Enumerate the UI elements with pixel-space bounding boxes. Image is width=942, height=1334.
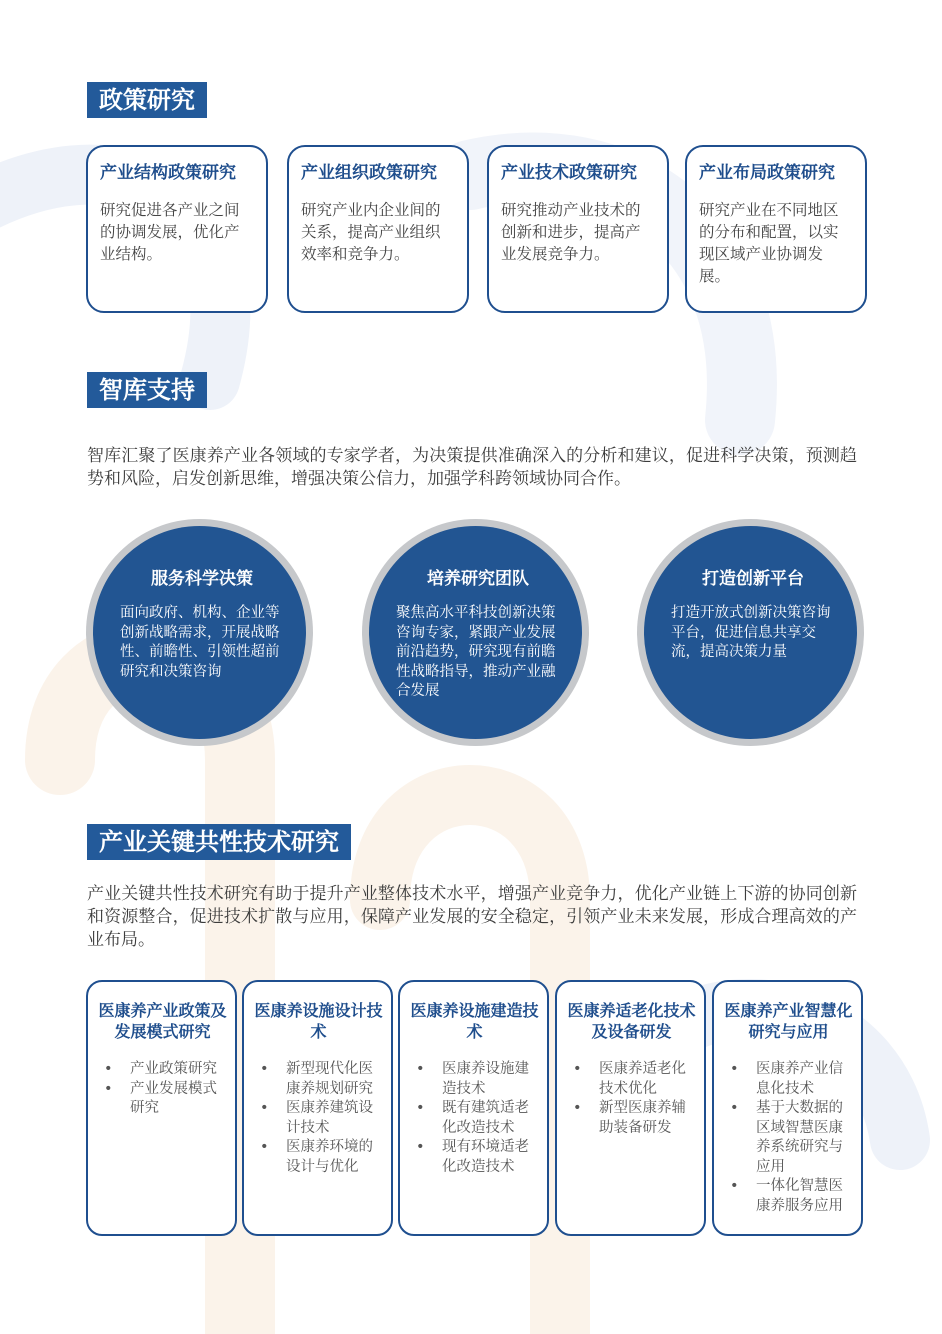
policy-card-structure xyxy=(86,145,268,313)
list-item: • 医康养环境的设计与优化 xyxy=(252,1138,385,1177)
list-item: • 医康养产业信息化技术 xyxy=(722,1060,855,1099)
list-item: • 新型现代化医康养规划研究 xyxy=(252,1060,385,1099)
list-item: • 一体化智慧医康养服务应用 xyxy=(722,1177,855,1216)
policy-card-desc: 研究推动产业技术的创新和进步，提高产业发展竞争力。 xyxy=(501,201,641,263)
tech-card-title: 医康养产业智慧化研究与应用 xyxy=(724,1001,853,1041)
circle-desc: 打造开放式创新决策咨询平台，促进信息共享交流，提高决策力量 xyxy=(671,605,831,660)
policy-card-title: 产业布局政策研究 xyxy=(699,163,835,183)
think-tank-intro: 智库汇聚了医康养产业各领域的专家学者，为决策提供准确深入的分析和建议，促进科学决策，预测趋势和风险，启发创新思维，增强决策公信力，加强学科跨领域协同合作。 xyxy=(87,446,857,489)
tech-card-aging-equipment xyxy=(555,980,706,1236)
tech-card-title: 医康养设施建造技术 xyxy=(410,1001,539,1041)
tech-card-title: 医康养设施设计技术 xyxy=(254,1001,383,1041)
list-item: • 基于大数据的区域智慧医康养系统研究与应用 xyxy=(722,1099,855,1177)
list-item: • 新型医康养辅助装备研发 xyxy=(565,1099,698,1138)
policy-card-technology xyxy=(487,145,669,313)
circle-research-team xyxy=(362,519,589,746)
list-item: • 医康养适老化技术优化 xyxy=(565,1060,698,1099)
policy-card-title: 产业组织政策研究 xyxy=(301,163,437,183)
policy-card-desc: 研究产业在不同地区的分布和配置，以实现区域产业协调发展。 xyxy=(699,201,839,285)
tech-card-smart xyxy=(712,980,863,1236)
list-item: • 医康养建筑设计技术 xyxy=(252,1099,385,1138)
list-item: • 医康养设施建造技术 xyxy=(408,1060,541,1099)
policy-card-layout xyxy=(685,145,867,313)
tech-card-list xyxy=(96,1060,229,1119)
policy-card-title: 产业结构政策研究 xyxy=(100,163,236,183)
circle-title: 打造创新平台 xyxy=(702,569,804,589)
circle-title: 培养研究团队 xyxy=(427,569,529,589)
circle-title: 服务科学决策 xyxy=(151,569,253,589)
policy-card-desc: 研究促进各产业之间的协调发展，优化产业结构。 xyxy=(100,201,240,263)
tech-card-list xyxy=(722,1060,855,1216)
policy-card-desc: 研究产业内企业间的关系，提高产业组织效率和竞争力。 xyxy=(301,201,441,263)
tech-card-list xyxy=(252,1060,385,1177)
list-item: • 产业发展模式研究 xyxy=(96,1080,229,1119)
tech-card-title: 医康养产业政策及发展模式研究 xyxy=(98,1001,227,1041)
tech-card-list xyxy=(408,1060,541,1177)
policy-card-title: 产业技术政策研究 xyxy=(501,163,637,183)
tech-card-list xyxy=(565,1060,698,1138)
tech-card-construction xyxy=(398,980,549,1236)
list-item: • 既有建筑适老化改造技术 xyxy=(408,1099,541,1138)
list-item: • 现有环境适老化改造技术 xyxy=(408,1138,541,1177)
circle-innovation-platform xyxy=(637,519,864,746)
tech-card-policy-model xyxy=(86,980,237,1236)
section-title-think-tank: 智库支持 xyxy=(87,372,207,408)
section-title-key-tech: 产业关键共性技术研究 xyxy=(87,824,351,860)
key-tech-intro: 产业关键共性技术研究有助于提升产业整体技术水平，增强产业竞争力，优化产业链上下游的协同创新和资源整合，促进技术扩散与应用，保障产业发展的安全稳定，引领产业未来发展，形成合理高效的产业布局。 xyxy=(87,884,857,950)
policy-card-organization xyxy=(287,145,469,313)
circle-desc: 聚焦高水平科技创新决策咨询专家，紧跟产业发展前沿趋势，研究现有前瞻性战略指导，推动产业融合发展 xyxy=(396,605,556,699)
list-item: • 产业政策研究 xyxy=(96,1060,229,1080)
tech-card-design xyxy=(242,980,393,1236)
circle-desc: 面向政府、机构、企业等创新战略需求，开展战略性、前瞻性、引领性超前研究和决策咨询 xyxy=(120,605,280,680)
tech-card-title: 医康养适老化技术及设备研发 xyxy=(567,1001,696,1041)
section-title-policy: 政策研究 xyxy=(87,82,207,118)
circle-science-decision xyxy=(86,519,313,746)
